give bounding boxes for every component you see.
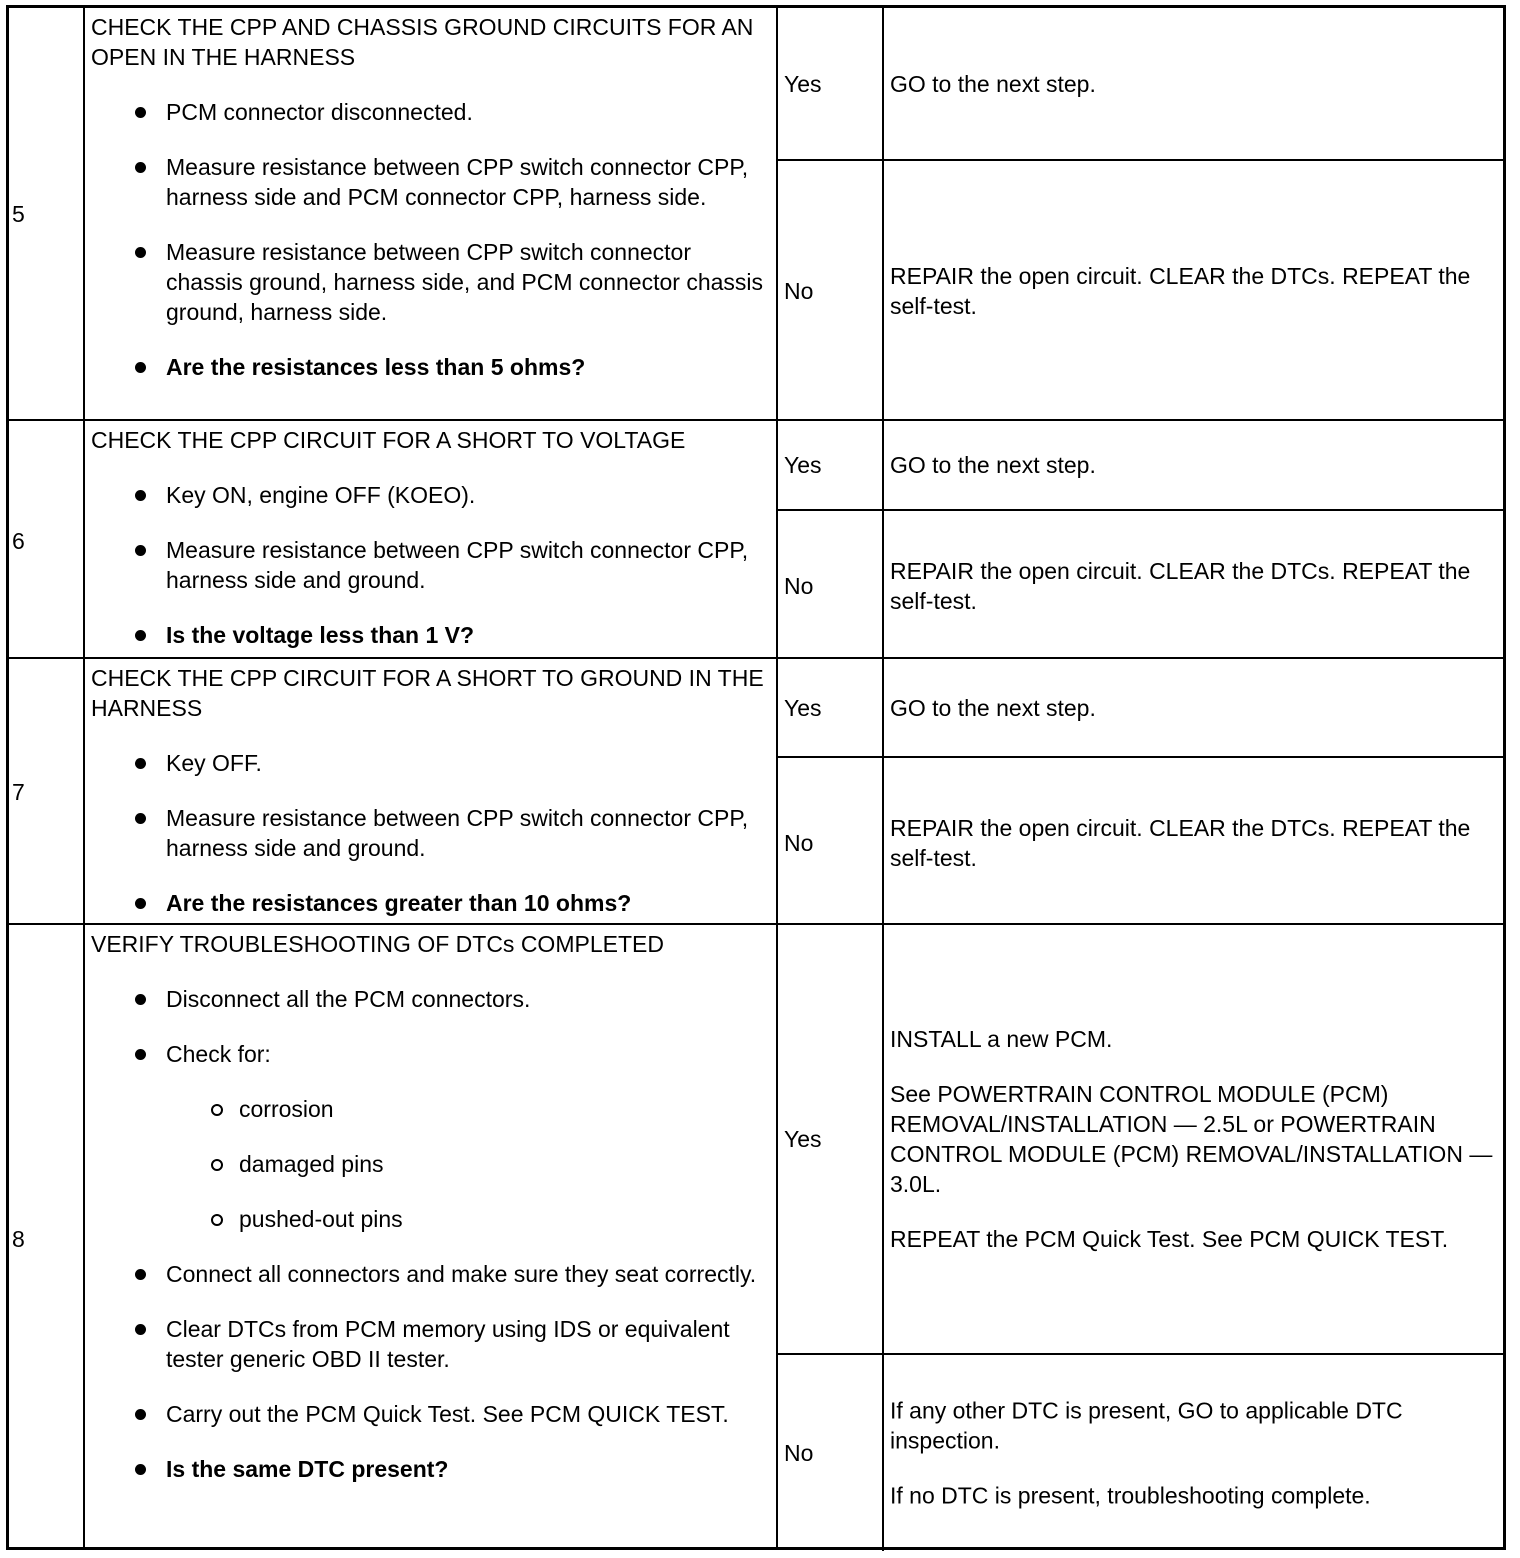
action-item: Disconnect all the PCM connectors. [91,984,772,1014]
bullet-icon [135,162,146,173]
action-item: Connect all connectors and make sure they seat correctly. [91,1259,772,1289]
answer-yes [778,8,1503,159]
answers-cell [778,659,1503,925]
step-number-cell [9,925,85,1549]
yes-result: GO to the next step. [890,452,1096,478]
step-number: 6 [12,528,25,554]
no-label: No [784,829,814,856]
bullet-icon [135,758,146,769]
question-item: Is the same DTC present? [91,1454,772,1484]
step-heading: CHECK THE CPP CIRCUIT FOR A SHORT TO VOLTAGE [91,427,686,453]
question-item: Is the voltage less than 1 V? [91,620,772,650]
check-item: corrosion [91,1094,772,1124]
answer-yes [778,421,1503,509]
step-row [9,8,1503,419]
hollow-bullet-icon [211,1104,223,1116]
action-item: Key OFF. [91,748,772,778]
answer-yes [778,925,1503,1353]
action-item: PCM connector disconnected. [91,97,772,127]
hollow-bullet-icon [211,1214,223,1226]
action-list [91,480,772,650]
action-item: Measure resistance between CPP switch connector CPP, harness side and PCM connector CPP, harness side. [91,152,772,212]
step-heading: CHECK THE CPP AND CHASSIS GROUND CIRCUITS FOR AN OPEN IN THE HARNESS [91,14,754,70]
answer-yes [778,659,1503,756]
step-number-cell [9,659,85,925]
bullet-icon [135,1269,146,1280]
bullet-icon [135,1049,146,1060]
yes-label: Yes [784,70,822,97]
answers-cell [778,8,1503,419]
action-item: Measure resistance between CPP switch connector CPP, harness side and ground. [91,535,772,595]
bullet-icon [135,898,146,909]
hollow-bullet-icon [211,1159,223,1171]
bullet-icon [135,545,146,556]
bullet-icon [135,107,146,118]
action-item: Measure resistance between CPP switch connector chassis ground, harness side, and PCM connector chassis ground, harness side. [91,237,772,327]
bullet-icon [135,490,146,501]
bullet-icon [135,1464,146,1475]
check-item: pushed-out pins [91,1204,772,1234]
bullet-icon [135,247,146,258]
bullet-icon [135,994,146,1005]
no-result: REPAIR the open circuit. CLEAR the DTCs. REPEAT the self-test. [890,263,1471,319]
answer-no [778,756,1503,927]
check-item: damaged pins [91,1149,772,1179]
bullet-icon [135,630,146,641]
yes-result: GO to the next step. [890,70,1096,97]
action-item: Clear DTCs from PCM memory using IDS or equivalent tester generic OBD II tester. [91,1314,772,1374]
action-cell [85,925,778,1549]
yes-label: Yes [784,694,822,721]
answer-no [778,1353,1503,1551]
bullet-icon [135,813,146,824]
step-row [9,923,1503,1549]
yes-result: GO to the next step. [890,694,1096,721]
answer-no [778,509,1503,661]
check-list [91,1094,772,1234]
step-number: 8 [12,1226,25,1252]
step-heading: VERIFY TROUBLESHOOTING OF DTCs COMPLETED [91,931,664,957]
action-item: Measure resistance between CPP switch connector CPP, harness side and ground. [91,803,772,863]
step-row [9,657,1503,925]
step-row [9,419,1503,659]
yes-label: Yes [784,1126,822,1152]
step-number-cell [9,421,85,659]
bullet-icon [135,362,146,373]
action-item: Check for: corrosion damaged pins pushed-out pins [91,1039,772,1234]
no-result: REPAIR the open circuit. CLEAR the DTCs. REPEAT the self-test. [890,814,1471,871]
bullet-icon [135,1324,146,1335]
action-list [91,97,772,382]
no-label: No [784,278,814,304]
action-list [91,748,772,918]
step-number: 7 [12,779,25,805]
no-result: REPAIR the open circuit. CLEAR the DTCs. REPEAT the self-test. [890,558,1471,614]
diagnostic-table [6,5,1506,1550]
action-cell [85,8,778,419]
answer-no [778,159,1503,421]
action-cell [85,421,778,659]
answers-cell [778,421,1503,659]
bullet-icon [135,1409,146,1420]
step-number: 5 [12,201,25,227]
answers-cell [778,925,1503,1549]
action-list [91,984,772,1484]
action-item: Key ON, engine OFF (KOEO). [91,480,772,510]
no-label: No [784,1440,814,1466]
step-number-cell [9,8,85,419]
yes-result: INSTALL a new PCM. See POWERTRAIN CONTROL MODULE (PCM) REMOVAL/INSTALLATION — 2.5L or POWERTRAIN CONTROL MODULE (PCM) REMOVAL/INSTALLATION — 3.0L. REPEAT the PCM Quick Test. See PCM QUICK TEST. [890,1026,1493,1252]
question-item: Are the resistances greater than 10 ohms? [91,888,772,918]
no-result: If any other DTC is present, GO to applicable DTC inspection. If no DTC is present, troubleshooting complete. [890,1397,1403,1509]
action-item: Carry out the PCM Quick Test. See PCM QUICK TEST. [91,1399,772,1429]
no-label: No [784,573,814,599]
action-cell [85,659,778,925]
step-heading: CHECK THE CPP CIRCUIT FOR A SHORT TO GROUND IN THE HARNESS [91,665,764,721]
yes-label: Yes [784,452,822,478]
question-item: Are the resistances less than 5 ohms? [91,352,772,382]
